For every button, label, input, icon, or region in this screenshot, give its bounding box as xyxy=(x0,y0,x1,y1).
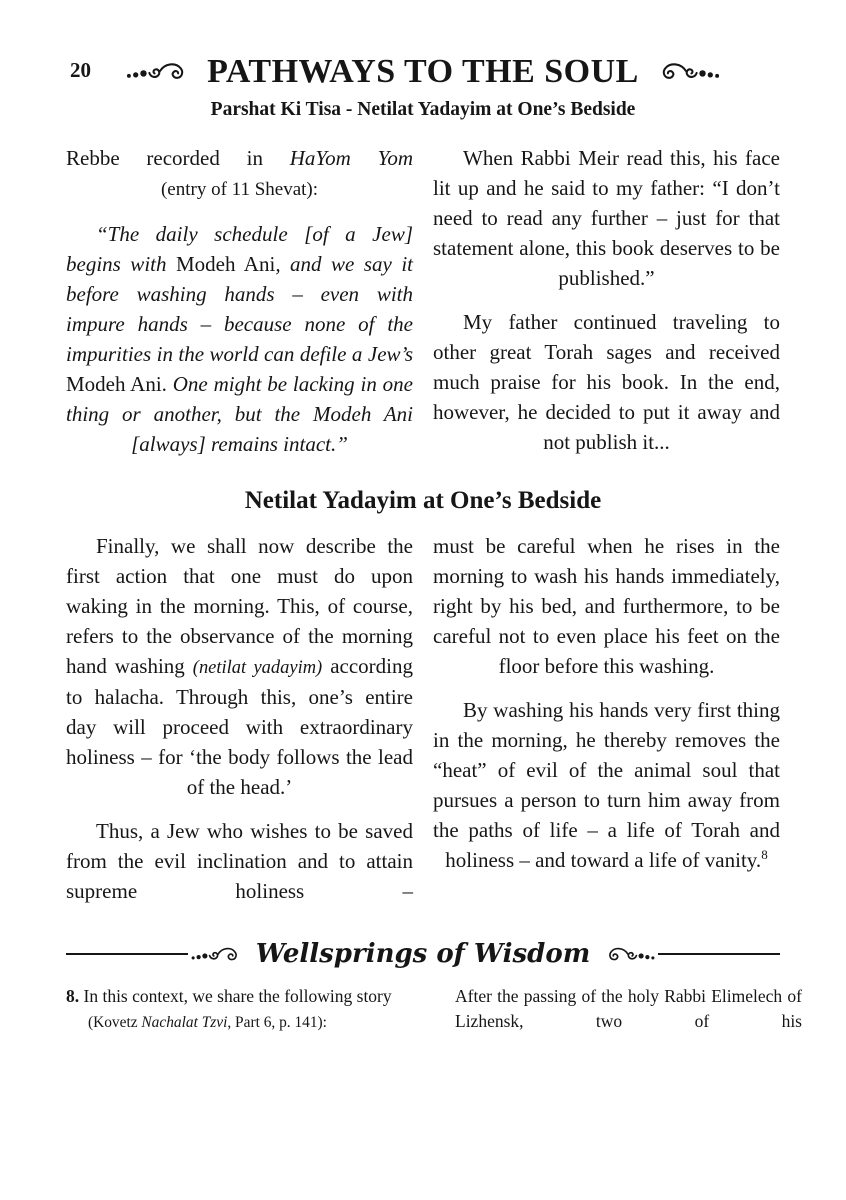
column-right-1 xyxy=(433,143,780,473)
text-run-italic: HaYom Yom xyxy=(289,146,413,170)
text-run: In this context, we share the following story xyxy=(79,986,392,1006)
text-run: Modeh Ani xyxy=(175,252,276,276)
paragraph: When Rabbi Meir read this, his face lit up and he said to my father: “I don’t need to read any further – just for that statement alone, this book deserves to be published.” xyxy=(433,146,780,290)
paragraph: Thus, a Jew who wishes to be saved from the evil inclination and to attain supreme holiness – xyxy=(66,819,413,903)
column-right-2 xyxy=(433,531,780,920)
text-run: Finally, we shall now describe the first action that one must do upon waking in the morning. This, of course, refers to the observance of the morning hand washing xyxy=(66,534,413,678)
flourish-left-icon xyxy=(190,943,248,965)
text-run-italic: “The daily schedule [of a Jew] begins with xyxy=(66,222,413,276)
text-run-italic: , and we say it before washing hands – even with impure hands – because none of the impurities in the world can defile a Jew’s xyxy=(66,252,413,366)
text-run: By washing his hands very first thing in the morning, he thereby removes the “heat” of evil of the animal soul that pursues a person to turn him away from the paths of life – a life of Torah and holiness – and toward a life of vanity. xyxy=(433,698,780,872)
footnote-number: 8. xyxy=(66,986,80,1006)
divider-rule-left xyxy=(66,953,188,956)
paragraph xyxy=(66,143,413,173)
text-run: Modeh Ani. xyxy=(66,372,167,396)
body-columns-1 xyxy=(66,143,780,473)
column-left-2 xyxy=(66,531,413,920)
section-heading: Netilat Yadayim at One’s Bedside xyxy=(244,487,602,514)
flourish-right-icon xyxy=(649,58,721,84)
text-run-italic: Nachalat Tzvi xyxy=(141,1014,228,1031)
chapter-subtitle: Parshat Ki Tisa - Netilat Yadayim at One’s Bedside xyxy=(210,99,636,120)
flourish-left-icon xyxy=(125,58,197,84)
text-run: , Part 6, p. 141): xyxy=(227,1014,327,1031)
divider-rule-right xyxy=(658,953,780,956)
footnote-right: After the passing of the holy Rabbi Elimelech of Lizhensk, two of his xyxy=(455,986,802,1031)
text-run: Rebbe recorded in xyxy=(66,146,290,170)
paragraph xyxy=(433,695,780,875)
text-run-italic: One might be lacking in one thing or another, but the Modeh Ani [always] remains intact.” xyxy=(66,372,413,456)
footer-divider xyxy=(66,936,780,972)
footnote-reference: 8 xyxy=(761,847,768,862)
flourish-right-icon xyxy=(598,943,656,965)
paragraph: My father continued traveling to other great Torah sages and received much praise for his book. In the end, however, he decided to put it away and not publish it... xyxy=(433,310,780,454)
text-run: according to halacha. Through this, one’s entire day will proceed with extraordinary holiness – for ‘the body follows the lead of the head.’ xyxy=(66,654,413,799)
footnotes xyxy=(66,984,802,1035)
footnote-left xyxy=(66,984,435,1035)
header xyxy=(66,50,780,92)
quote-paragraph xyxy=(66,219,413,459)
text-run: (Kovetz xyxy=(88,1014,142,1031)
paragraph xyxy=(66,531,413,802)
page-number: 20 xyxy=(70,58,91,82)
paragraph: must be careful when he rises in the morning to wash his hands immediately, right by his bed, and furthermore, to be careful not to even place his feet on the floor before this washing. xyxy=(433,534,780,678)
column-left-1 xyxy=(66,143,413,473)
footer-banner-title: Wellsprings of Wisdom xyxy=(255,939,591,969)
text-run-italic: (netilat yadayim) xyxy=(192,657,323,677)
book-title: PATHWAYS TO THE SOUL xyxy=(207,53,639,90)
body-columns-2 xyxy=(66,531,780,920)
entry-note: (entry of 11 Shevat): xyxy=(160,179,319,200)
